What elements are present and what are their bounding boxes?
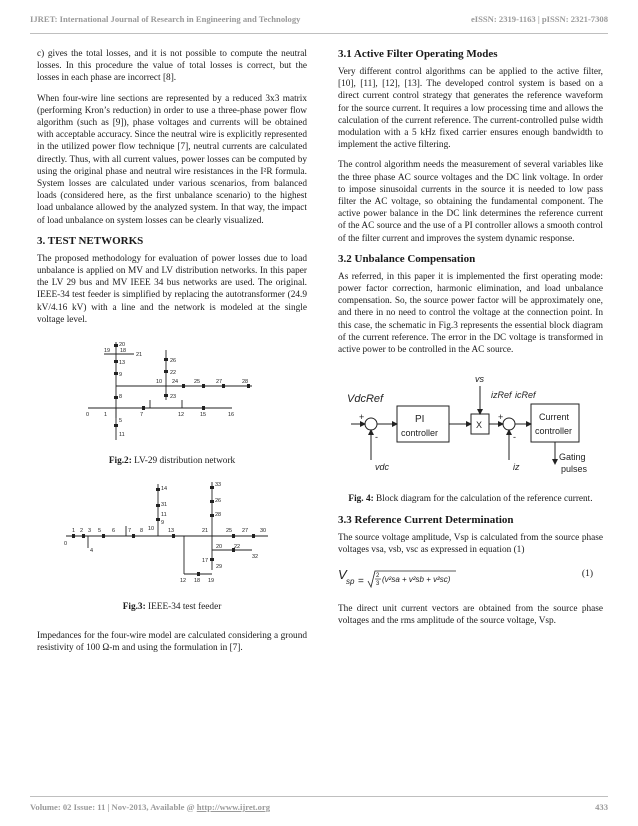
node-label: 4 bbox=[90, 548, 94, 555]
equation-1 bbox=[338, 565, 603, 595]
current-controller-block bbox=[531, 404, 579, 442]
node-label: 18 bbox=[120, 348, 127, 355]
label-gating: Gating bbox=[558, 452, 586, 463]
paragraph: As referred, in this paper it is implemented the first operating mode: power factor correction, harmonic elimination, and load unbalance compensation. So, the source power factor will be approximately one, and there in no need to control the voltage at the connection point. In this case, the schematic in Fig.3 represents the essential block diagram of the current reference. The error in the DC voltage is transformed in active power to be controlled in the AC source. bbox=[338, 271, 603, 356]
caption-text: Block diagram for the calculation of the reference current. bbox=[376, 494, 593, 505]
node-label: 3 bbox=[88, 528, 92, 535]
node-label: 24 bbox=[172, 379, 179, 386]
volume-text: Volume: 02 Issue: 11 | Nov-2013, Available @ bbox=[30, 802, 197, 812]
paragraph: The source voltage amplitude, Vsp is calculated from the source phase voltages vsa, vsb, vsc as expressed in equation (1) bbox=[338, 533, 603, 556]
label-controller: controller bbox=[400, 428, 438, 439]
summing-junction bbox=[503, 418, 515, 430]
figure-caption bbox=[338, 494, 603, 504]
node-label: 1 bbox=[72, 528, 76, 535]
node-label: 21 bbox=[136, 352, 143, 359]
paragraph: Impedances for the four-wire model are calculated considering a ground resistivity of 100 Ω-m and using the formulation in [7]. bbox=[37, 631, 307, 654]
node-label: 28 bbox=[215, 512, 222, 519]
paragraph: When four-wire line sections are represented by a reduced 3x3 matrix (performing Kron’s reduction) in order to use a three-phase power flow algorithm (such as [9]), phase voltages and currents will be obtained with acceptable accuracy. Since the neutral wire is explicitly represented in the utilized power flow technique [7], neutral currents are calculated directly. Thus, with all current values, power losses can be computed by using the original phase and neutral wire resistances in the I²R formula. System losses are calculated under various scenarios, from balanced loads (considered here, as the first unbalance scenario) to the highest load unbalance allowed by the analyzed system. In that way, the impact of load unbalance on system losses can be clearly visualized. bbox=[37, 93, 307, 226]
node-label: 32 bbox=[252, 554, 259, 561]
journal-link[interactable]: http://www.ijret.org bbox=[196, 802, 271, 812]
node-label: 12 bbox=[180, 578, 187, 585]
node-label: 17 bbox=[202, 558, 209, 565]
caption-label: Fig. 4: bbox=[348, 494, 374, 505]
node-label: 5 bbox=[119, 418, 123, 425]
node-label: 1 bbox=[104, 412, 108, 419]
node-label: 9 bbox=[161, 520, 165, 527]
section-heading: 3.2 Unbalance Compensation bbox=[338, 252, 476, 265]
figure-caption bbox=[37, 602, 307, 612]
label-icref: icRef bbox=[514, 390, 536, 401]
label-pi: PI bbox=[414, 414, 424, 426]
label-vdcref: VdcRef bbox=[346, 393, 383, 406]
node-label: 21 bbox=[202, 528, 209, 535]
label-plus: + bbox=[358, 412, 364, 423]
node-label: 20 bbox=[119, 342, 126, 349]
label-iz: iz bbox=[512, 462, 519, 473]
caption-text: LV-29 distribution network bbox=[134, 456, 236, 467]
node-label: 27 bbox=[216, 379, 223, 386]
paragraph: The proposed methodology for evaluation of power losses due to load unbalance is applied on MV and LV distribution networks. In this paper the LV 29 bus and MV IEEE 34 bus networks are used. The original. IEEE-34 test feeder is simplified by replacing the autotransformer (24.9 kV/4.16 kV) with a line and the network is modeled at the single voltage level. bbox=[37, 253, 307, 325]
caption-label: Fig.2: bbox=[108, 456, 132, 467]
node-label: 9 bbox=[119, 372, 123, 379]
node-label: 27 bbox=[242, 528, 249, 535]
svg-text:(v²sa + v²sb + v²sc): (v²sa + v²sb + v²sc) bbox=[382, 574, 451, 584]
label-vs: vs bbox=[474, 374, 484, 385]
node-label: 0 bbox=[64, 541, 68, 548]
label-multiply: X bbox=[475, 420, 482, 431]
node-label: 2 bbox=[80, 528, 84, 535]
lv29-network-diagram bbox=[82, 340, 262, 452]
header-rule bbox=[30, 33, 608, 34]
section-heading: 3.1 Active Filter Operating Modes bbox=[338, 48, 498, 60]
node-label: 23 bbox=[170, 394, 177, 401]
figure-caption bbox=[37, 456, 307, 466]
journal-name: IJRET: International Journal of Research in Engineering and Technology bbox=[30, 14, 301, 24]
node-label: 26 bbox=[170, 358, 177, 365]
left-column bbox=[37, 48, 307, 662]
node-label: 33 bbox=[215, 482, 222, 489]
label-plus: + bbox=[497, 412, 503, 423]
node-label: 10 bbox=[156, 379, 163, 386]
paragraph: The direct unit current vectors are obtained from the source phase voltages and the rms amplitude of the source voltage, Vsp. bbox=[338, 603, 603, 626]
node-label: 8 bbox=[140, 528, 144, 535]
node-label: 16 bbox=[228, 412, 235, 419]
caption-label: Fig.3: bbox=[122, 602, 146, 613]
node-label: 29 bbox=[216, 564, 223, 571]
label-current: Current bbox=[538, 412, 569, 423]
node-label: 11 bbox=[161, 512, 167, 519]
node-label: 19 bbox=[208, 578, 215, 585]
node-label: 30 bbox=[260, 528, 267, 535]
equation-formula bbox=[338, 565, 538, 595]
label-pulses: pulses bbox=[560, 464, 587, 475]
svg-text:3: 3 bbox=[376, 580, 380, 587]
node-label: 19 bbox=[104, 348, 111, 355]
node-label: 25 bbox=[226, 528, 233, 535]
footer-volume bbox=[30, 802, 270, 812]
node-label: 7 bbox=[128, 528, 132, 535]
figure-block-diagram bbox=[341, 372, 601, 482]
node-label: 15 bbox=[200, 412, 207, 419]
caption-text: IEEE-34 test feeder bbox=[148, 602, 222, 613]
footer-rule bbox=[30, 796, 608, 797]
paragraph: Very different control algorithms can be applied to the active filter, [10], [11], [12], [13]. The developed control system is based on a direct current control strategy that generates the reference waveform for the source current. It requires a low processing time and allows the calculation of the current reference. The current-controlled pulse width modulation with a 5 kHz fixed carrier ensures enough bandwidth to implement the active filtering. bbox=[338, 67, 603, 151]
label-vdc: vdc bbox=[374, 462, 389, 473]
svg-text:sp: sp bbox=[346, 576, 355, 586]
node-label: 5 bbox=[98, 528, 102, 535]
node-label: 14 bbox=[161, 486, 168, 493]
node-label: 26 bbox=[215, 498, 222, 505]
current-reference-block-diagram bbox=[341, 372, 601, 482]
node-label: 8 bbox=[119, 394, 123, 401]
node-label: 12 bbox=[178, 412, 185, 419]
label-izref: izRef bbox=[490, 390, 512, 401]
label-minus: - bbox=[512, 432, 516, 443]
node-label: 25 bbox=[194, 379, 201, 386]
svg-text:2: 2 bbox=[376, 572, 380, 579]
page-header bbox=[30, 14, 608, 32]
paragraph: The control algorithm needs the measurement of several variables like the three phase AC source voltages and the DC link voltage. In order to impose sinusoidal currents in the source it is needed to low pass filter the AC voltage, so obtaining the fundamental component. The active power balance in the DC link determines the reference current of the AC source and the use of a PI controller allows a smooth control of the filter current and improves the system dynamic response. bbox=[338, 160, 603, 244]
figure-lv29 bbox=[82, 340, 262, 452]
node-label: 0 bbox=[86, 412, 90, 419]
label-controller2: controller bbox=[534, 426, 572, 437]
node-label: 6 bbox=[112, 528, 116, 535]
section-heading: 3.3 Reference Current Determination bbox=[338, 514, 514, 527]
node-label: 7 bbox=[140, 412, 144, 419]
node-label: 20 bbox=[216, 544, 223, 551]
paragraph: c) gives the total losses, and it is not possible to compute the neutral losses. In this procedure the value of total losses is correct, but the losses in each phase are incorrect [8]. bbox=[37, 49, 307, 84]
node-label: 22 bbox=[170, 370, 177, 377]
right-column bbox=[338, 48, 603, 635]
node-label: 11 bbox=[119, 432, 125, 439]
node-label: 13 bbox=[168, 528, 175, 535]
node-label: 10 bbox=[148, 526, 155, 533]
node-label: 13 bbox=[119, 360, 126, 367]
equation-number: (1) bbox=[581, 568, 593, 579]
figure-ieee34 bbox=[62, 478, 282, 588]
issn: eISSN: 2319-1163 | pISSN: 2321-7308 bbox=[470, 14, 608, 24]
section-heading: 3. TEST NETWORKS bbox=[37, 234, 144, 247]
ieee34-feeder-diagram bbox=[62, 478, 282, 588]
node-label: 18 bbox=[194, 578, 201, 585]
svg-text:V: V bbox=[338, 566, 347, 582]
page-number: 433 bbox=[595, 802, 608, 812]
summing-junction bbox=[365, 418, 377, 430]
label-minus: - bbox=[374, 432, 378, 443]
node-label: 22 bbox=[234, 544, 241, 551]
node-label: 31 bbox=[161, 502, 168, 509]
node-label: 28 bbox=[242, 379, 249, 386]
svg-text:=: = bbox=[358, 575, 364, 587]
